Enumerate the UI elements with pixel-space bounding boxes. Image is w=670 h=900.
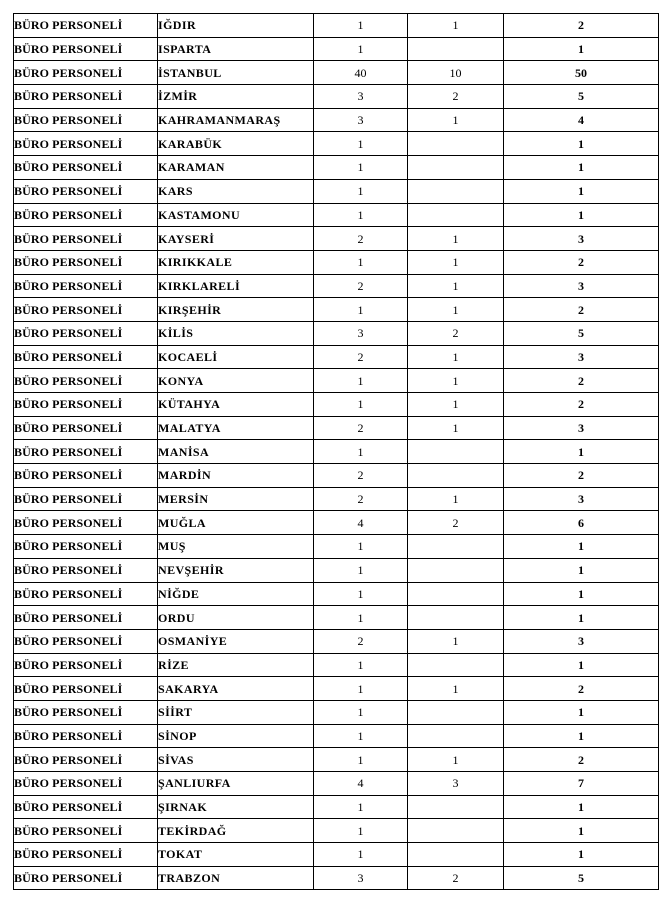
count-a-cell: 1 [314, 582, 408, 606]
role-cell: BÜRO PERSONELİ [14, 772, 158, 796]
count-b-cell [408, 535, 504, 559]
role-cell: BÜRO PERSONELİ [14, 464, 158, 488]
total-cell: 4 [504, 108, 659, 132]
role-cell: BÜRO PERSONELİ [14, 179, 158, 203]
province-cell: KAHRAMANMARAŞ [158, 108, 314, 132]
province-cell: KARAMAN [158, 156, 314, 180]
role-cell: BÜRO PERSONELİ [14, 700, 158, 724]
province-cell: IĞDIR [158, 14, 314, 38]
province-cell: ISPARTA [158, 37, 314, 61]
count-b-cell: 1 [408, 677, 504, 701]
count-a-cell: 1 [314, 179, 408, 203]
table-row [14, 558, 659, 582]
total-cell: 2 [504, 250, 659, 274]
province-cell: MERSİN [158, 487, 314, 511]
province-cell: MANİSA [158, 440, 314, 464]
count-b-cell [408, 819, 504, 843]
count-a-cell: 1 [314, 156, 408, 180]
table-row [14, 156, 659, 180]
role-cell: BÜRO PERSONELİ [14, 369, 158, 393]
table-row [14, 511, 659, 535]
table-row [14, 772, 659, 796]
count-b-cell: 2 [408, 511, 504, 535]
role-cell: BÜRO PERSONELİ [14, 345, 158, 369]
count-a-cell: 1 [314, 369, 408, 393]
role-cell: BÜRO PERSONELİ [14, 85, 158, 109]
count-a-cell: 1 [314, 819, 408, 843]
province-cell: MALATYA [158, 416, 314, 440]
table-row [14, 61, 659, 85]
count-b-cell [408, 724, 504, 748]
table-row [14, 606, 659, 630]
count-a-cell: 2 [314, 227, 408, 251]
count-b-cell: 1 [408, 345, 504, 369]
role-cell: BÜRO PERSONELİ [14, 393, 158, 417]
total-cell: 50 [504, 61, 659, 85]
count-b-cell [408, 132, 504, 156]
table-row [14, 487, 659, 511]
total-cell: 1 [504, 203, 659, 227]
total-cell: 1 [504, 795, 659, 819]
total-cell: 2 [504, 298, 659, 322]
province-cell: MUŞ [158, 535, 314, 559]
count-b-cell: 1 [408, 369, 504, 393]
count-a-cell: 1 [314, 606, 408, 630]
province-cell: İZMİR [158, 85, 314, 109]
total-cell: 1 [504, 132, 659, 156]
province-cell: KARS [158, 179, 314, 203]
table-row [14, 203, 659, 227]
count-a-cell: 2 [314, 464, 408, 488]
role-cell: BÜRO PERSONELİ [14, 132, 158, 156]
province-cell: SİİRT [158, 700, 314, 724]
total-cell: 3 [504, 629, 659, 653]
count-a-cell: 3 [314, 866, 408, 890]
table-row [14, 250, 659, 274]
role-cell: BÜRO PERSONELİ [14, 653, 158, 677]
total-cell: 5 [504, 321, 659, 345]
total-cell: 6 [504, 511, 659, 535]
count-a-cell: 40 [314, 61, 408, 85]
document-page [13, 13, 659, 890]
role-cell: BÜRO PERSONELİ [14, 606, 158, 630]
role-cell: BÜRO PERSONELİ [14, 274, 158, 298]
total-cell: 2 [504, 14, 659, 38]
table-row [14, 464, 659, 488]
count-a-cell: 1 [314, 653, 408, 677]
table-row [14, 582, 659, 606]
count-b-cell: 1 [408, 416, 504, 440]
positions-table [13, 13, 659, 890]
total-cell: 2 [504, 748, 659, 772]
province-cell: KARABÜK [158, 132, 314, 156]
count-b-cell [408, 795, 504, 819]
count-a-cell: 1 [314, 203, 408, 227]
role-cell: BÜRO PERSONELİ [14, 227, 158, 251]
count-a-cell: 1 [314, 748, 408, 772]
count-b-cell: 10 [408, 61, 504, 85]
total-cell: 1 [504, 440, 659, 464]
count-a-cell: 1 [314, 558, 408, 582]
table-row [14, 345, 659, 369]
role-cell: BÜRO PERSONELİ [14, 416, 158, 440]
count-b-cell: 1 [408, 629, 504, 653]
count-b-cell: 1 [408, 487, 504, 511]
role-cell: BÜRO PERSONELİ [14, 108, 158, 132]
table-row [14, 132, 659, 156]
count-a-cell: 2 [314, 487, 408, 511]
count-b-cell: 3 [408, 772, 504, 796]
count-a-cell: 1 [314, 795, 408, 819]
total-cell: 2 [504, 464, 659, 488]
total-cell: 2 [504, 369, 659, 393]
count-a-cell: 1 [314, 843, 408, 867]
table-row [14, 819, 659, 843]
role-cell: BÜRO PERSONELİ [14, 535, 158, 559]
role-cell: BÜRO PERSONELİ [14, 582, 158, 606]
role-cell: BÜRO PERSONELİ [14, 819, 158, 843]
count-a-cell: 1 [314, 535, 408, 559]
table-row [14, 108, 659, 132]
total-cell: 1 [504, 724, 659, 748]
table-row [14, 14, 659, 38]
role-cell: BÜRO PERSONELİ [14, 843, 158, 867]
province-cell: KAYSERİ [158, 227, 314, 251]
table-row [14, 748, 659, 772]
count-a-cell: 1 [314, 14, 408, 38]
total-cell: 5 [504, 866, 659, 890]
count-b-cell [408, 203, 504, 227]
table-row [14, 321, 659, 345]
province-cell: KÜTAHYA [158, 393, 314, 417]
count-a-cell: 1 [314, 440, 408, 464]
count-b-cell: 1 [408, 298, 504, 322]
count-b-cell [408, 37, 504, 61]
total-cell: 1 [504, 179, 659, 203]
role-cell: BÜRO PERSONELİ [14, 37, 158, 61]
total-cell: 5 [504, 85, 659, 109]
province-cell: RİZE [158, 653, 314, 677]
table-row [14, 274, 659, 298]
total-cell: 1 [504, 582, 659, 606]
count-a-cell: 3 [314, 85, 408, 109]
province-cell: KIRŞEHİR [158, 298, 314, 322]
role-cell: BÜRO PERSONELİ [14, 14, 158, 38]
total-cell: 3 [504, 227, 659, 251]
count-a-cell: 2 [314, 416, 408, 440]
role-cell: BÜRO PERSONELİ [14, 511, 158, 535]
total-cell: 1 [504, 606, 659, 630]
count-a-cell: 1 [314, 250, 408, 274]
table-row [14, 653, 659, 677]
total-cell: 3 [504, 416, 659, 440]
total-cell: 1 [504, 535, 659, 559]
province-cell: TOKAT [158, 843, 314, 867]
role-cell: BÜRO PERSONELİ [14, 440, 158, 464]
table-row [14, 843, 659, 867]
table-row [14, 393, 659, 417]
count-a-cell: 1 [314, 37, 408, 61]
total-cell: 3 [504, 274, 659, 298]
total-cell: 3 [504, 487, 659, 511]
table-row [14, 795, 659, 819]
province-cell: ŞIRNAK [158, 795, 314, 819]
count-b-cell: 1 [408, 274, 504, 298]
total-cell: 7 [504, 772, 659, 796]
province-cell: TEKİRDAĞ [158, 819, 314, 843]
count-b-cell [408, 843, 504, 867]
table-row [14, 179, 659, 203]
province-cell: KIRIKKALE [158, 250, 314, 274]
table-row [14, 629, 659, 653]
table-row [14, 369, 659, 393]
count-b-cell [408, 653, 504, 677]
table-row [14, 866, 659, 890]
count-b-cell [408, 606, 504, 630]
role-cell: BÜRO PERSONELİ [14, 321, 158, 345]
province-cell: ŞANLIURFA [158, 772, 314, 796]
count-a-cell: 1 [314, 724, 408, 748]
count-b-cell: 1 [408, 748, 504, 772]
count-a-cell: 1 [314, 393, 408, 417]
count-b-cell: 1 [408, 108, 504, 132]
count-b-cell: 1 [408, 227, 504, 251]
role-cell: BÜRO PERSONELİ [14, 724, 158, 748]
total-cell: 1 [504, 819, 659, 843]
role-cell: BÜRO PERSONELİ [14, 629, 158, 653]
count-a-cell: 3 [314, 321, 408, 345]
table-row [14, 298, 659, 322]
count-a-cell: 2 [314, 274, 408, 298]
role-cell: BÜRO PERSONELİ [14, 866, 158, 890]
province-cell: KOCAELİ [158, 345, 314, 369]
province-cell: KONYA [158, 369, 314, 393]
count-a-cell: 2 [314, 629, 408, 653]
role-cell: BÜRO PERSONELİ [14, 748, 158, 772]
province-cell: ORDU [158, 606, 314, 630]
province-cell: SİVAS [158, 748, 314, 772]
role-cell: BÜRO PERSONELİ [14, 250, 158, 274]
province-cell: İSTANBUL [158, 61, 314, 85]
role-cell: BÜRO PERSONELİ [14, 795, 158, 819]
province-cell: MUĞLA [158, 511, 314, 535]
count-a-cell: 3 [314, 108, 408, 132]
role-cell: BÜRO PERSONELİ [14, 487, 158, 511]
table-row [14, 535, 659, 559]
table-row [14, 440, 659, 464]
count-b-cell [408, 464, 504, 488]
role-cell: BÜRO PERSONELİ [14, 61, 158, 85]
count-a-cell: 2 [314, 345, 408, 369]
count-b-cell: 1 [408, 14, 504, 38]
count-b-cell [408, 700, 504, 724]
total-cell: 1 [504, 700, 659, 724]
count-a-cell: 4 [314, 772, 408, 796]
table-row [14, 416, 659, 440]
province-cell: MARDİN [158, 464, 314, 488]
role-cell: BÜRO PERSONELİ [14, 558, 158, 582]
count-a-cell: 4 [314, 511, 408, 535]
table-row [14, 700, 659, 724]
table-row [14, 37, 659, 61]
province-cell: TRABZON [158, 866, 314, 890]
count-a-cell: 1 [314, 298, 408, 322]
count-b-cell: 1 [408, 393, 504, 417]
province-cell: OSMANİYE [158, 629, 314, 653]
role-cell: BÜRO PERSONELİ [14, 203, 158, 227]
total-cell: 1 [504, 653, 659, 677]
total-cell: 1 [504, 558, 659, 582]
count-b-cell [408, 156, 504, 180]
count-b-cell: 1 [408, 250, 504, 274]
count-b-cell: 2 [408, 321, 504, 345]
count-b-cell: 2 [408, 866, 504, 890]
province-cell: KASTAMONU [158, 203, 314, 227]
count-b-cell [408, 582, 504, 606]
total-cell: 1 [504, 37, 659, 61]
total-cell: 2 [504, 393, 659, 417]
table-body [14, 14, 659, 890]
count-b-cell: 2 [408, 85, 504, 109]
count-b-cell [408, 440, 504, 464]
count-a-cell: 1 [314, 700, 408, 724]
province-cell: KIRKLARELİ [158, 274, 314, 298]
role-cell: BÜRO PERSONELİ [14, 298, 158, 322]
total-cell: 2 [504, 677, 659, 701]
table-row [14, 227, 659, 251]
total-cell: 3 [504, 345, 659, 369]
province-cell: NEVŞEHİR [158, 558, 314, 582]
table-row [14, 677, 659, 701]
province-cell: KİLİS [158, 321, 314, 345]
count-a-cell: 1 [314, 132, 408, 156]
province-cell: SAKARYA [158, 677, 314, 701]
count-b-cell [408, 179, 504, 203]
role-cell: BÜRO PERSONELİ [14, 156, 158, 180]
province-cell: SİNOP [158, 724, 314, 748]
table-row [14, 724, 659, 748]
total-cell: 1 [504, 156, 659, 180]
total-cell: 1 [504, 843, 659, 867]
role-cell: BÜRO PERSONELİ [14, 677, 158, 701]
count-b-cell [408, 558, 504, 582]
province-cell: NİĞDE [158, 582, 314, 606]
table-row [14, 85, 659, 109]
count-a-cell: 1 [314, 677, 408, 701]
